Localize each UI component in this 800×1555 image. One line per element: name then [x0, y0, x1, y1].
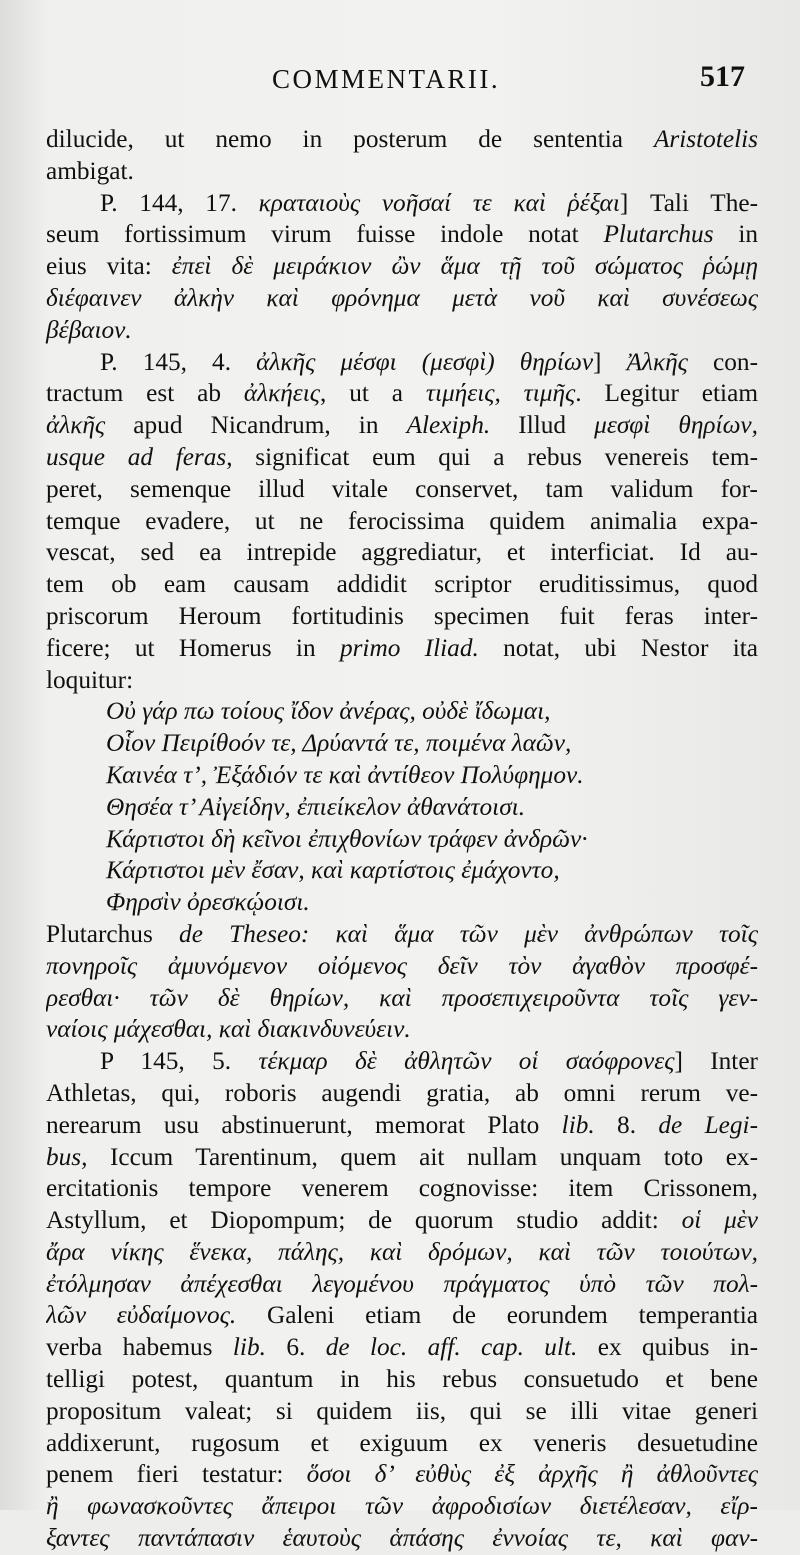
text-line: [46, 315, 758, 347]
italic-text: de loc. aff. cap. ult.: [325, 1333, 578, 1362]
greek-text: ἄρα νίκης ἕνεκα, πάλης, καὶ δρόμων, καὶ τῶν τοιούτων,: [46, 1237, 758, 1266]
text-line: [46, 1428, 758, 1460]
italic-text: lib.: [232, 1333, 266, 1362]
commentary-text: [46, 124, 758, 1555]
text-line: [46, 537, 758, 569]
text-span: ]: [593, 347, 627, 376]
text-span: . Legitur etiam: [575, 379, 758, 408]
page-number: 517: [700, 60, 745, 93]
italic-text: usque ad feras: [46, 442, 227, 471]
text-span: P. 144, 17.: [100, 188, 259, 217]
text-span: Iccum Tarentinum, quem ait nullam unquam toto ex-: [87, 1142, 758, 1171]
text-line: [46, 824, 758, 856]
italic-text: Alexiph.: [406, 411, 491, 440]
text-span: ficere; ut Homerus in: [46, 633, 340, 662]
text-line: [46, 792, 758, 824]
text-span: in: [713, 220, 758, 249]
text-span: penem fieri testatur:: [46, 1460, 307, 1489]
text-span: 6.: [265, 1333, 326, 1362]
text-line: [46, 1300, 758, 1332]
text-span: Athletas, qui, roboris augendi gratia, ab omni rerum ve-: [46, 1078, 758, 1107]
text-span: nerearum usu abstinuerunt, memorat Plato: [46, 1110, 562, 1139]
text-span: telligi potest, quantum in his rebus consuetudo et bene: [46, 1365, 758, 1394]
running-title: COMMENTARII.: [272, 64, 501, 94]
text-line: [46, 1078, 758, 1110]
greek-text: διέφαινεν ἀλκὴν καὶ φρόνημα μετὰ νοῦ καὶ συνέσεως: [46, 283, 758, 312]
text-line: [46, 601, 758, 633]
text-line: [46, 188, 758, 220]
text-span: ercitationis tempore venerem cognovisse: item Crissonem,: [46, 1174, 758, 1203]
greek-text: ναίοις μάχεσθαι, καὶ διακινδυνεύειν.: [46, 1015, 411, 1044]
text-line: [46, 1110, 758, 1142]
text-line: [46, 124, 758, 156]
text-line: [46, 251, 758, 283]
text-span: ] Inter: [674, 1047, 758, 1076]
text-line: [46, 506, 758, 538]
italic-text: Plutarchus: [603, 220, 714, 249]
text-span: addixerunt, rugosum et exiguum ex veneris desuetudine: [46, 1428, 758, 1457]
text-line: [46, 1142, 758, 1174]
greek-text: ὅσοι δ’ εὐθὺς ἐξ ἀρχῆς ἢ ἀθλοῦντες: [306, 1460, 758, 1489]
text-span: loquitur:: [46, 665, 134, 694]
text-line: [46, 442, 758, 474]
text-line: [46, 728, 758, 760]
text-line: [46, 919, 758, 951]
greek-text: καὶ ἅμα τῶν μὲν ἀνθρώπων τοῖς: [335, 919, 758, 948]
greek-text: ἀλκῆς: [46, 411, 106, 440]
text-line: [46, 1014, 758, 1046]
text-line: [46, 347, 758, 379]
text-line: [46, 410, 758, 442]
greek-text: Κάρτιστοι μὲν ἔσαν, καὶ καρτίστοις ἐμάχοντο,: [106, 856, 560, 885]
text-line: [46, 474, 758, 506]
text-line: [46, 983, 758, 1015]
text-line: [46, 1046, 758, 1078]
text-span: ] Tali The-: [619, 188, 758, 217]
greek-text: κραταιοὺς νοῆσαί τε καὶ ῥέξαι: [258, 188, 620, 217]
text-span: ex quibus in-: [577, 1333, 758, 1362]
page-header: [0, 58, 800, 98]
italic-text: bus,: [46, 1142, 88, 1171]
text-line: [46, 1269, 758, 1301]
greek-text: Κάρτιστοι δὴ κεῖνοι ἐπιχθονίων τράφεν ἀνδρῶν·: [106, 824, 588, 853]
text-line: [46, 1332, 758, 1364]
greek-text: Καινέα τ’, Ἐξάδιόν τε καὶ ἀντίθεον Πολύφημον.: [106, 760, 584, 789]
text-span: notat, ubi Nestor ita: [478, 633, 758, 662]
greek-text: οἱ μὲν: [681, 1206, 758, 1235]
text-line: [46, 887, 758, 919]
italic-text: primo Iliad.: [339, 633, 479, 662]
text-line: [46, 1205, 758, 1237]
text-line: [46, 1491, 758, 1523]
text-span: tem ob eam causam addidit scriptor eruditissimus, quod: [46, 570, 758, 599]
greek-text: τέκμαρ δὲ ἀθλητῶν οἱ σαόφρονες: [258, 1047, 675, 1076]
text-span: Illud: [490, 411, 595, 440]
greek-text: ἀλκῆς μέσφι (μεσφὶ) θηρίων: [256, 347, 594, 376]
greek-text: Ἀλκῆς: [626, 347, 688, 376]
text-span: con-: [687, 347, 758, 376]
greek-text: τιμήεις, τιμῆς: [425, 379, 576, 408]
text-line: [46, 1459, 758, 1491]
text-line: [46, 283, 758, 315]
text-span: priscorum Heroum fortitudinis specimen fuit feras inter-: [46, 601, 758, 630]
text-line: [46, 219, 758, 251]
greek-text: ἐπεὶ δὲ μειράκιον ὢν ἅμα τῇ τοῦ σώματος ῥώμῃ: [171, 252, 758, 281]
text-line: [46, 569, 758, 601]
text-span: eius vita:: [46, 252, 172, 281]
text-span: Astyllum, et Diopompum; de quorum studio addit:: [46, 1206, 682, 1235]
text-span: apud Nicandrum, in: [105, 411, 407, 440]
text-span: , significat eum qui a rebus venereis tem-: [226, 442, 758, 471]
text-span: Galeni etiam de eorundem temperantia: [236, 1301, 758, 1330]
text-span: ambigat.: [46, 156, 134, 185]
greek-text: πονηροῖς ἀμυνόμενον οἰόμενος δεῖν τὸν ἀγαθὸν προσφέ-: [46, 951, 758, 980]
text-span: P 145, 5.: [100, 1047, 259, 1076]
greek-text: βέβαιον.: [46, 315, 132, 344]
text-span: peret, semenque illud vitale conservet, tam validum for-: [46, 474, 758, 503]
text-span: seum fortissimum virum fuisse indole notat: [46, 220, 604, 249]
text-line: [46, 696, 758, 728]
text-line: [46, 855, 758, 887]
text-span: [309, 920, 335, 948]
text-span: verba habemus: [46, 1333, 233, 1362]
text-span: vescat, sed ea intrepide aggrediatur, et interficiat. Id au-: [46, 538, 758, 567]
text-span: 8.: [594, 1110, 659, 1139]
greek-text: Οἷον Πειρίθοόν τε, Δρύαντά τε, ποιμένα λαῶν,: [106, 729, 572, 758]
italic-text: de Theseo:: [179, 919, 310, 948]
greek-text: ρεσθαι· τῶν δὲ θηρίων, καὶ προσεπιχειροῦντα τοῖς γεν-: [46, 983, 758, 1012]
greek-text: ἐτόλμησαν ἀπέχεσθαι λεγομένου πράγματος ὑπὸ τῶν πολ-: [46, 1269, 758, 1298]
text-line: [46, 1523, 758, 1555]
greek-text: μεσφὶ θηρίων,: [594, 411, 758, 440]
text-span: temque evadere, ut ne ferocissima quidem animalia expa-: [46, 506, 758, 535]
text-line: [46, 1237, 758, 1269]
greek-text: ἢ φωνασκοῦντες ἄπειροι τῶν ἀφροδισίων διετέλεσαν, εἴρ-: [46, 1492, 758, 1521]
text-line: [46, 378, 758, 410]
greek-text: Θησέα τ’ Αἰγείδην, ἐπιείκελον ἀθανάτοισι.: [106, 792, 526, 821]
text-span: , ut a: [320, 379, 426, 408]
text-line: [46, 1396, 758, 1428]
text-line: [46, 1364, 758, 1396]
greek-text: Φηρσὶν ὀρεσκῴοισι.: [106, 888, 310, 917]
greek-text: Οὐ γάρ πω τοίους ἴδον ἀνέρας, οὐδὲ ἴδωμαι,: [106, 697, 551, 726]
text-line: [46, 633, 758, 665]
text-line: [46, 156, 758, 188]
text-line: [46, 1173, 758, 1205]
text-line: [46, 951, 758, 983]
italic-text: lib.: [561, 1110, 595, 1139]
text-span: tractum est ab: [46, 379, 244, 408]
text-span: propositum valeat; si quidem iis, qui se illi vitae generi: [46, 1396, 758, 1425]
italic-text: de Legi-: [658, 1110, 758, 1139]
italic-text: Aristotelis: [653, 125, 758, 153]
greek-text: λῶν εὐδαίμονος.: [46, 1301, 237, 1330]
greek-text: ἀλκήεις: [243, 379, 321, 408]
text-line: [46, 760, 758, 792]
text-span: dilucide, ut nemo in posterum de sententia: [46, 125, 654, 153]
greek-text: ξαντες παντάπασιν ἑαυτοὺς ἁπάσης ἐννοίας τε, καὶ φαν-: [46, 1524, 758, 1553]
text-span: Plutarchus: [46, 919, 180, 948]
text-span: P. 145, 4.: [100, 347, 257, 376]
text-line: [46, 665, 758, 697]
